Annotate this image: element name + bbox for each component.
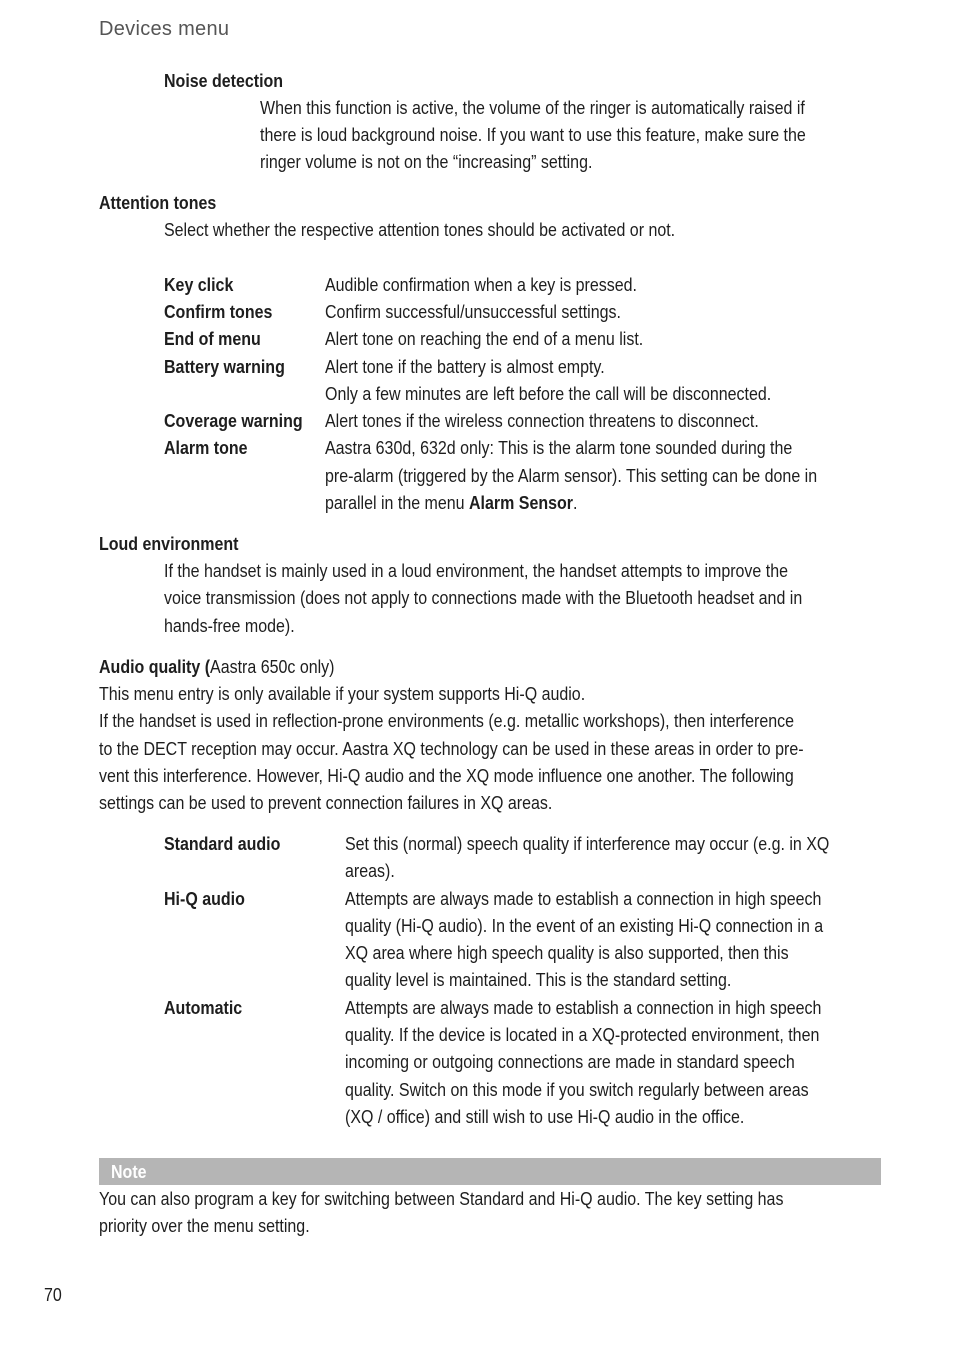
audio-quality-line: settings can be used to prevent connection failures in XQ areas. (99, 792, 553, 813)
alarm-sensor-menu-ref: Alarm Sensor (469, 492, 573, 513)
note-bar (99, 1158, 881, 1185)
desc-alarm-tone: pre-alarm (triggered by the Alarm sensor). This setting can be done in (325, 465, 818, 486)
running-header: Devices menu (99, 18, 230, 40)
term-hi-q-audio: Hi-Q audio (164, 888, 245, 909)
desc-alarm-tone: parallel in the menu Alarm Sensor. (325, 492, 578, 513)
note-line: priority over the menu setting. (99, 1215, 310, 1236)
noise-detection-line: ringer volume is not on the “increasing” setting. (260, 151, 593, 172)
audio-quality-line: This menu entry is only available if your system supports Hi-Q audio. (99, 683, 586, 704)
attention-tones-heading: Attention tones (99, 192, 217, 213)
desc-hi-q-audio: XQ area where high speech quality is also supported, then this (345, 942, 789, 963)
note-label: Note (111, 1161, 147, 1182)
desc-battery-warning: Alert tone if the battery is almost empty. (325, 356, 605, 377)
desc-automatic: quality. Switch on this mode if you switch regularly between areas (345, 1079, 809, 1100)
term-coverage-warning: Coverage warning (164, 410, 303, 431)
term-standard-audio: Standard audio (164, 833, 281, 854)
desc-battery-warning: Only a few minutes are left before the call will be disconnected. (325, 383, 772, 404)
desc-key-click: Audible confirmation when a key is pressed. (325, 274, 637, 295)
page-number: 70 (44, 1284, 62, 1305)
note-line: You can also program a key for switching between Standard and Hi-Q audio. The key setting has (99, 1188, 784, 1209)
attention-tones-intro: Select whether the respective attention tones should be activated or not. (164, 219, 676, 240)
loud-environment-line: voice transmission (does not apply to connections made with the Bluetooth headset and in (164, 587, 803, 608)
desc-hi-q-audio: Attempts are always made to establish a connection in high speech (345, 888, 822, 909)
desc-hi-q-audio: quality (Hi-Q audio). In the event of an existing Hi-Q connection in a (345, 915, 824, 936)
desc-standard-audio: Set this (normal) speech quality if interference may occur (e.g. in XQ (345, 833, 830, 854)
term-alarm-tone: Alarm tone (164, 437, 248, 458)
audio-quality-line: If the handset is used in reflection-prone environments (e.g. metallic workshops), then interference (99, 710, 795, 731)
term-key-click: Key click (164, 274, 234, 295)
desc-confirm-tones: Confirm successful/unsuccessful settings. (325, 301, 621, 322)
noise-detection-heading: Noise detection (164, 70, 284, 91)
term-end-of-menu: End of menu (164, 328, 261, 349)
desc-hi-q-audio: quality level is maintained. This is the standard setting. (345, 969, 732, 990)
loud-environment-line: hands-free mode). (164, 615, 295, 636)
audio-quality-heading: Audio quality (Aastra 650c only) (99, 656, 335, 677)
noise-detection-line: When this function is active, the volume of the ringer is automatically raised if (260, 97, 805, 118)
desc-automatic: incoming or outgoing connections are made in standard speech (345, 1051, 795, 1072)
desc-end-of-menu: Alert tone on reaching the end of a menu list. (325, 328, 644, 349)
noise-detection-line: there is loud background noise. If you want to use this feature, make sure the (260, 124, 806, 145)
desc-automatic: quality. If the device is located in a XQ-protected environment, then (345, 1024, 820, 1045)
desc-automatic: (XQ / office) and still wish to use Hi-Q audio in the office. (345, 1106, 745, 1127)
desc-alarm-tone: Aastra 630d, 632d only: This is the alarm tone sounded during the (325, 437, 793, 458)
audio-quality-line: to the DECT reception may occur. Aastra XQ technology can be used in these areas in order to pre- (99, 738, 804, 759)
term-confirm-tones: Confirm tones (164, 301, 273, 322)
loud-environment-line: If the handset is mainly used in a loud environment, the handset attempts to improve the (164, 560, 788, 581)
audio-quality-line: vent this interference. However, Hi-Q audio and the XQ mode influence one another. The following (99, 765, 794, 786)
desc-standard-audio: areas). (345, 860, 395, 881)
desc-coverage-warning: Alert tones if the wireless connection threatens to disconnect. (325, 410, 759, 431)
loud-environment-heading: Loud environment (99, 533, 239, 554)
term-battery-warning: Battery warning (164, 356, 285, 377)
term-automatic: Automatic (164, 997, 243, 1018)
desc-automatic: Attempts are always made to establish a connection in high speech (345, 997, 822, 1018)
